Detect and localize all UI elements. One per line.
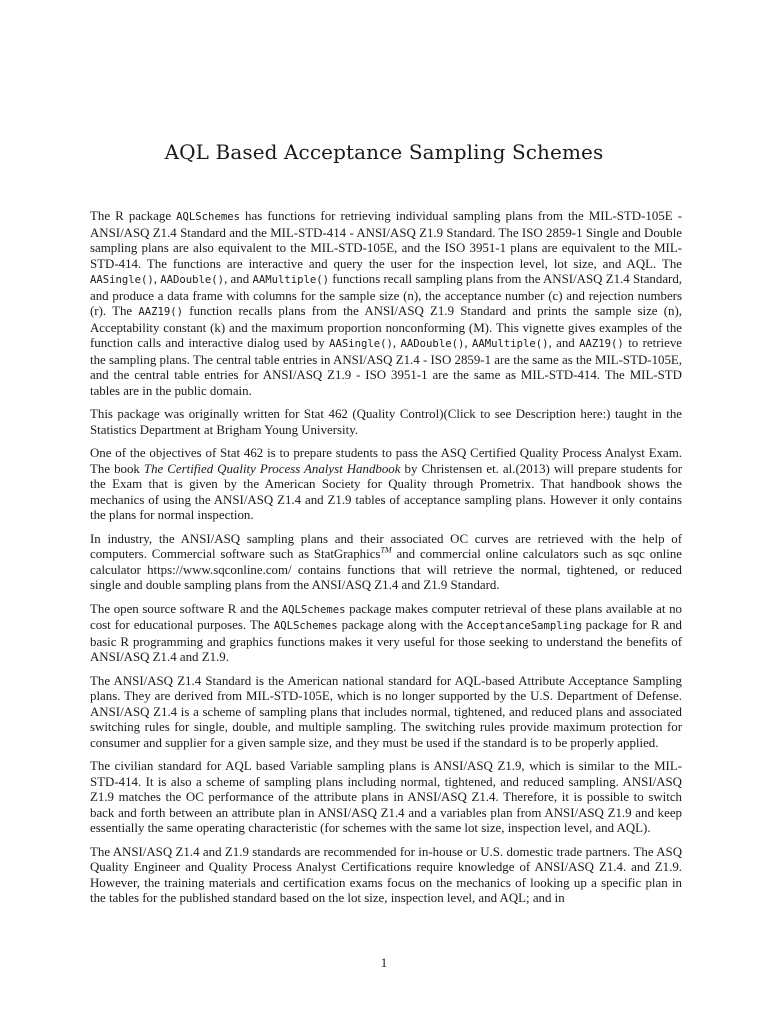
paragraph-recommendation: The ANSI/ASQ Z1.4 and Z1.9 standards are recommended for in-house or U.S. domestic trade partners. The ASQ Quality Engineer and Quality Process Analyst Certifications require knowledge of ANSI/ASQ Z1.4. and Z1.9. However, the training materials and certification exams focus on the mechanics of looking up a specific plan in the tables for the published standard based on the lot size, inspection level, and AQL; and in bbox=[90, 844, 682, 905]
paragraph-z19-standard: The civilian standard for AQL based Variable sampling plans is ANSI/ASQ Z1.9, which is similar to the MIL-STD-414. It is also a scheme of sampling plans including normal, tightened, and reduced sampling. ANSI/ASQ Z1.9 matches the OC performance of the attribute plans in ANSI/ASQ Z1.4. Therefore, it is possible to switch back and forth between an attribute plan in ANSI/ASQ Z1.4 and a variables plan from ANSI/ASQ Z1.9 and keep essentially the same operating characteristic (for schemes with the same lot size, inspection level, and AQL). bbox=[90, 759, 682, 835]
text-run: The R package bbox=[90, 209, 177, 223]
text-run: by Christensen et. al.(2013) will prepare students for the Exam that is given by the American Society for Quality through Prometrix. That handbook shows the mechanics of using the ANSI/ASQ Z1.4 and Z1.9 tables of acceptance sampling plans. However it only contains the plans for normal inspection. bbox=[90, 461, 682, 522]
text-run: and commercial online calculators such as sqc online calculator https://www.sqconline.com/ contains functions that will retrieve the normal, tightened, or reduced single and double sampling plans from the ANSI/ASQ Z1.4 and Z1.9 Standard. bbox=[90, 547, 682, 592]
text-run: , bbox=[464, 336, 472, 350]
text-run: package along with the bbox=[337, 618, 467, 632]
package-name: AQLSchemes bbox=[273, 620, 338, 632]
function-name: AAMultiple() bbox=[471, 338, 549, 350]
function-name: AASingle() bbox=[90, 274, 154, 286]
text-run: functions recall sampling plans from the ANSI/ASQ Z1.4 Standard, and produce a data frame with columns for the sample size (n), the acceptance number (c) and rejection numbers (r). The bbox=[90, 272, 683, 318]
page-number: 1 bbox=[380, 956, 388, 970]
package-name: AcceptanceSampling bbox=[466, 620, 582, 632]
paragraph-intro bbox=[90, 209, 682, 399]
paragraph-industry bbox=[90, 532, 682, 594]
text-run: function recalls plans from the ANSI/ASQ Z1.9 Standard and prints the sample size (n), Acceptability constant (k) and the maximum proportion nonconforming (M). This vignette gives examples of the function calls and interactive dialog used by bbox=[90, 304, 683, 350]
function-name: AAZ19() bbox=[138, 306, 184, 318]
document-body bbox=[90, 209, 682, 915]
book-title: The Certified Quality Process Analyst Handbook bbox=[143, 461, 401, 476]
text-run: , and bbox=[548, 336, 580, 350]
text-run: has functions for retrieving individual sampling plans from the MIL-STD-105E - ANSI/ASQ Z1.4 Standard and the MIL-STD-414 - ANSI/ASQ Z1.9 Standard. The ISO 2859-1 Single and Double sampling plans are also equivalent to the MIL-STD-105E, and the ISO 3951-1 plans are equivalent to the MIL-STD-414. The functions are interactive and query the user for the inspection level, lot size, and AQL. The bbox=[90, 209, 682, 271]
text-run: package makes computer retrieval of these plans available at no cost for educational purposes. The bbox=[90, 601, 682, 632]
text-run: package for R and basic R programming and graphics functions makes it very useful for those seeking to understand the benefits of ANSI/ASQ Z1.4 and Z1.9. bbox=[90, 618, 683, 664]
text-run: In industry, the ANSI/ASQ sampling plans and their associated OC curves are retrieved with the help of computers. Commercial software such as StatGraphics bbox=[90, 531, 682, 561]
package-name: AQLSchemes bbox=[281, 603, 346, 616]
paragraph-objectives bbox=[90, 446, 682, 524]
text-run: , and bbox=[224, 272, 253, 286]
function-name: AAMultiple() bbox=[252, 274, 329, 286]
text-run: to retrieve the sampling plans. The central table entries in ANSI/ASQ Z1.4 - ISO 2859-1 are the same as the MIL-STD-105E, and the central table entries for ANSI/ASQ Z1.9 - ISO 3951-1 are the same as MIL-STD-414. The MIL-STD tables are in the public domain. bbox=[90, 336, 682, 398]
text-run: , bbox=[392, 336, 401, 350]
trademark-superscript: TM bbox=[380, 545, 392, 555]
text-run: , bbox=[153, 272, 161, 286]
text-run: One of the objectives of Stat 462 is to prepare students to pass the ASQ Certified Quality Process Analyst Exam. The book bbox=[90, 446, 682, 476]
paragraph-z14-standard: The ANSI/ASQ Z1.4 Standard is the American national standard for AQL-based Attribute Acceptance Sampling plans. They are derived from MIL-STD-105E, which is no longer supported by the U.S. Department of Defense. ANSI/ASQ Z1.4 is a scheme of sampling plans that includes normal, tightened, and reduced plans and associated switching rules for single, double, and multiple sampling. The switching rules provide maximum protection for consumer and supplier for a given sample size, and they must be used if the standard is to be properly applied. bbox=[90, 673, 682, 750]
paragraph-open-source bbox=[90, 602, 682, 666]
paragraph-origin: This package was originally written for Stat 462 (Quality Control)(Click to see Description here:) taught in the Statistics Department at Brigham Young University. bbox=[90, 407, 682, 437]
text-run: The open source software R and the bbox=[90, 601, 282, 616]
function-name: AASingle() bbox=[329, 338, 393, 350]
package-name: AQLSchemes bbox=[176, 211, 240, 223]
function-name: AAZ19() bbox=[579, 338, 624, 350]
document-title: AQL Based Acceptance Sampling Schemes bbox=[164, 140, 604, 164]
function-name: AADouble() bbox=[400, 338, 465, 350]
function-name: AADouble() bbox=[160, 274, 225, 286]
